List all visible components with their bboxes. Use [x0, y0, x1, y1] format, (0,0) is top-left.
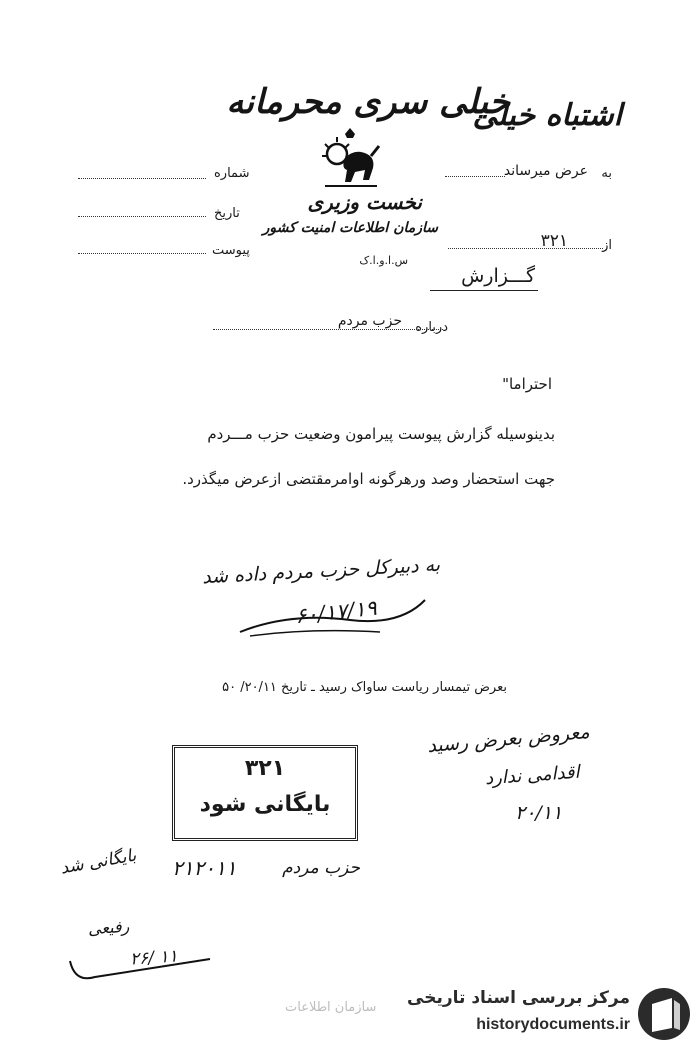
org-line2: سازمان اطلاعات امنیت کشور — [262, 220, 438, 236]
file-number: ۲۱۲۰۱۱ — [172, 856, 237, 880]
number-label: شماره — [214, 166, 250, 181]
attachment-dotted-line — [78, 253, 206, 254]
signature-flourish-icon — [230, 592, 430, 642]
submission-line: بعرض تیمسار ریاست ساواک رسید ـ تاریخ ۲۰/۱۱/ ۵۰ — [222, 680, 507, 695]
file-subject: حزب مردم — [282, 858, 360, 878]
body-line2: جهت استحضار وصد ورهرگونه اوامرمقتضی ازعرض میگذرد. — [182, 470, 555, 488]
from-value: ۳۲۱ — [540, 231, 568, 251]
subject-dotted-line — [213, 329, 443, 330]
number-dotted-line — [78, 178, 206, 179]
watermark-url[interactable]: historydocuments.ir — [476, 1016, 630, 1033]
watermark-name: مرکز بررسی اسناد تاریخی — [407, 988, 630, 1008]
faded-bleed-through-text: سازمان اطلاعات — [285, 1000, 377, 1015]
right-note-line1: معروض بعرض رسید — [426, 720, 591, 758]
report-underline — [430, 290, 538, 291]
right-note-line2: اقدامی ندارد — [484, 761, 581, 790]
lion-and-sun-emblem-icon — [315, 128, 385, 190]
handwritten-title: خیلی سری محرمانه — [226, 82, 510, 122]
org-line1: نخست وزیری — [307, 190, 422, 214]
left-signature-stroke-icon — [65, 955, 215, 995]
left-note: بایگانی شد — [58, 845, 138, 879]
handwritten-note-dispatch-date: ۶۰/۱۷/۱۹ — [293, 595, 378, 629]
subject-label: درباره — [415, 320, 448, 335]
report-heading: گـــزارش — [461, 265, 535, 287]
body-line1: بدینوسیله گزارش پیوست پیرامون وضعیت حزب مـــردم — [207, 425, 555, 443]
handwritten-stamp: اشتباه خیلی — [472, 98, 622, 133]
to-value: عرض میرساند — [503, 163, 588, 179]
salutation: احتراما" — [502, 375, 552, 393]
handwritten-note-dispatch: به دبیرکل حزب مردم داده شد — [201, 553, 441, 589]
watermark — [400, 982, 692, 1046]
stamp-text: بایگانی شود — [199, 792, 331, 817]
watermark-logo-icon — [636, 986, 692, 1042]
to-dotted-line — [445, 176, 505, 177]
from-dotted-line — [448, 248, 603, 249]
from-label: از — [602, 238, 612, 253]
date-label: تاریخ — [214, 206, 240, 221]
archive-stamp — [172, 745, 358, 841]
subject-value: حزب مردم — [337, 313, 402, 329]
date-dotted-line — [78, 216, 206, 217]
right-note-date: ۲۰/۱۱ — [515, 802, 563, 824]
left-note-name: رفیعی — [87, 916, 130, 939]
to-label: به — [601, 166, 612, 181]
emblem-block — [262, 128, 438, 278]
stamp-number: ۳۲۱ — [244, 756, 286, 781]
org-code: س.ا.و.ا.ک — [359, 254, 408, 267]
left-note-date: ۲۶/ ۱۱ — [129, 946, 179, 970]
attachment-label: پیوست — [212, 243, 250, 258]
